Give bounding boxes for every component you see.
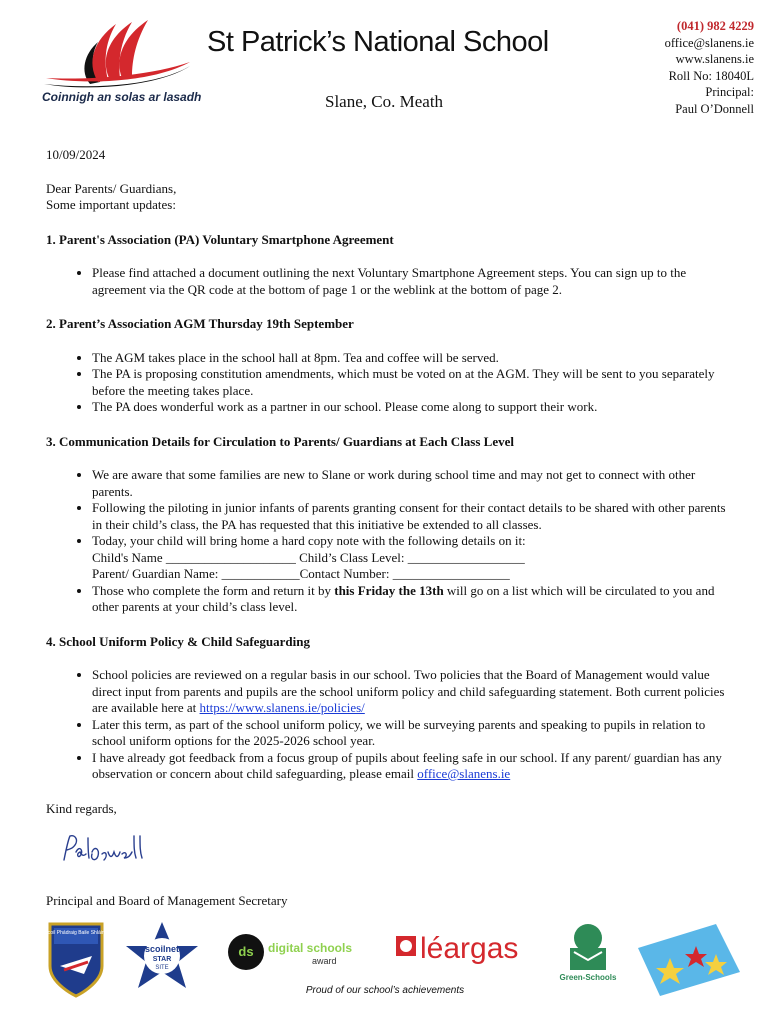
leargas-text: léargas	[420, 932, 519, 965]
section-list	[46, 350, 736, 416]
list-item-deadline	[92, 583, 736, 616]
contact-block	[665, 18, 754, 117]
feedback-text: I have already got feedback from a focus group of pupils about feeling safe in our school. If any parent/ guardian has any observation or concern about child safeguarding, please email	[92, 749, 722, 781]
section-list	[46, 265, 736, 298]
signer-role: Principal and Board of Management Secretary	[46, 893, 288, 908]
salutation: Dear Parents/ Guardians,	[46, 180, 177, 196]
list-item: • Please find attached a document outlining the next Voluntary Smartphone Agreement steps. You can sign up to the agreement via the QR code at the bottom of page 1 or the weblink at the bottom of page 2.	[92, 265, 736, 298]
signature	[58, 830, 148, 872]
scoilnet-brand: scoilnet	[144, 944, 180, 954]
policies-link[interactable]: https://www.slanens.ie/policies/	[199, 700, 365, 715]
form-line-child: Child's Name ____________________ Child’s Class Level: __________________	[92, 549, 525, 565]
principal-name: Paul O’Donnell	[675, 101, 754, 116]
contact-email: office@slanens.ie	[664, 35, 754, 50]
section-heading: 4. School Uniform Policy & Child Safeguarding	[46, 633, 310, 649]
section-heading: 3. Communication Details for Circulation to Parents/ Guardians at Each Class Level	[46, 433, 514, 449]
crest-text: Scoil Phádraig Baile Shláine	[44, 930, 108, 936]
email-link[interactable]: office@slanens.ie	[417, 766, 511, 781]
school-location: Slane, Co. Meath	[325, 92, 444, 111]
deadline-date: this Friday the 13th	[334, 582, 444, 598]
roll-number: Roll No: 18040L	[668, 68, 754, 83]
scoilnet-sub-site: SITE	[155, 965, 169, 971]
list-item-policies	[92, 667, 736, 717]
letter-body	[46, 147, 736, 817]
principal-label: Principal:	[705, 85, 754, 99]
ds-mark: ds	[238, 944, 254, 959]
list-item: • Following the piloting in junior infants of parents granting consent for their contact details to be shared with other parents in their child’s class, the PA has requested that this initiative be extended to all classes.	[92, 500, 736, 533]
school-name: St Patrick’s National School	[207, 26, 549, 58]
scoilnet-star-site-logo	[126, 922, 198, 988]
letter-date: 10/09/2024	[46, 147, 106, 162]
list-item-form	[92, 533, 736, 583]
footer-caption: Proud of our school’s achievements	[305, 985, 465, 996]
deadline-after: will go on a list which will be circulated to you and other parents at your child’s class level.	[92, 582, 715, 614]
section-list	[46, 667, 736, 783]
green-schools-logo	[560, 924, 617, 982]
deadline-before: Those who complete the form and return it by	[92, 582, 335, 598]
digital-schools-text: digital schools	[268, 941, 353, 955]
list-item: • We are aware that some families are new to Slane or work during school time and may not get to connect with other parents.	[92, 467, 736, 500]
list-item: • Later this term, as part of the school uniform policy, we will be surveying parents and speaking to pupils in relation to school uniform options for the 2025-2026 school year.	[92, 717, 736, 750]
scoilnet-sub-star: STAR	[152, 956, 172, 963]
list-item-feedback	[92, 750, 736, 783]
section-heading: 1. Parent's Association (PA) Voluntary Smartphone Agreement	[46, 231, 394, 247]
section-heading: 2. Parent’s Association AGM Thursday 19th September	[46, 316, 354, 331]
form-line-parent: Parent/ Guardian Name: ____________Contact Number: __________________	[92, 566, 510, 581]
form-intro: • Today, your child will bring home a hard copy note with the following details on it:	[92, 533, 526, 548]
digital-schools-award-logo	[228, 934, 352, 970]
contact-website: www.slanens.ie	[675, 52, 754, 66]
closing: Kind regards,	[46, 800, 117, 816]
intro: Some important updates:	[46, 197, 176, 212]
school-motto: Coinnigh an solas ar lasadh	[42, 90, 202, 104]
section-list	[46, 467, 736, 616]
list-item: • The PA is proposing constitution amendments, which must be voted on at the AGM. They will be sent to you separately before the meeting takes place.	[92, 366, 736, 399]
list-item: • The AGM takes place in the school hall at 8pm. Tea and coffee will be served.	[92, 350, 736, 367]
green-schools-text: Green-Schools	[559, 973, 617, 982]
policy-text: School policies are reviewed on a regular basis in our school. Two policies that the Board of Management would value direct input from parents and pupils are the school uniform policy and child safeguarding statement. Both current policies are available here at	[92, 667, 725, 715]
award-text: award	[312, 956, 337, 966]
list-item: • The PA does wonderful work as a partner in our school. Please come along to support their work.	[92, 399, 736, 416]
phone-number: (041) 982 4229	[676, 19, 754, 33]
leargas-logo	[396, 932, 518, 965]
